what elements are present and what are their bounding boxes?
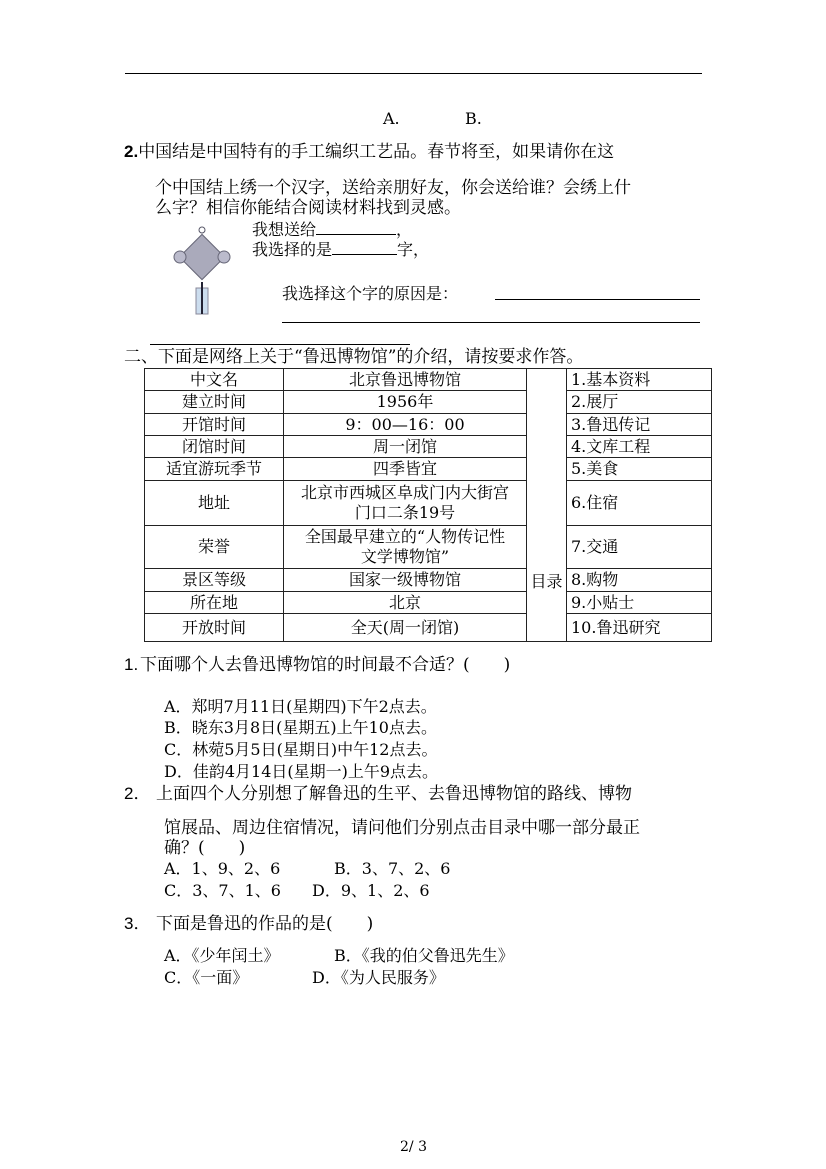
q1-number: 1. [124, 655, 139, 674]
toc-item[interactable]: 7.交通 [567, 526, 712, 569]
reason-label: 我选择这个字的原因是： [282, 284, 459, 303]
field-name: 开馆时间 [145, 414, 284, 436]
toc-item[interactable]: 9.小贴士 [567, 592, 712, 614]
char-suffix: 字， [397, 240, 430, 259]
toc-item[interactable]: 6.住宿 [567, 481, 712, 526]
table-row [145, 614, 712, 642]
field-name: 建立时间 [145, 391, 284, 414]
choose-label: 我选择的是 [252, 240, 333, 259]
q3-option: B．《我的伯父鲁迅先生》 [334, 946, 514, 965]
toc-label: 目录 [527, 369, 567, 642]
q2b-option: B．3、7、2、6 [334, 859, 451, 878]
field-name: 中文名 [145, 369, 284, 391]
museum-info-table [144, 368, 712, 642]
field-name: 开放时间 [145, 614, 284, 642]
field-value: 1956年 [284, 391, 527, 414]
field-value: 四季皆宜 [284, 458, 527, 481]
q2b-text-3: 确？( ) [164, 838, 246, 858]
field-value: 北京 [284, 592, 527, 614]
q2b-option: D．9、1、2、6 [312, 881, 430, 900]
toc-item[interactable]: 1.基本资料 [567, 369, 712, 391]
field-name: 地址 [145, 481, 284, 526]
q1-option: C．林菀5月5日(星期日)中午12点去。 [164, 740, 438, 759]
field-value: 9：00—16：00 [284, 414, 527, 436]
header-rule [125, 73, 702, 74]
reason-blank-3[interactable] [150, 344, 410, 345]
field-name: 闭馆时间 [145, 436, 284, 458]
table-row [145, 458, 712, 481]
q2b-text: 上面四个人分别想了解鲁迅的生平、去鲁迅博物馆的路线、博物 [156, 784, 632, 804]
field-value: 周一闭馆 [284, 436, 527, 458]
toc-item[interactable]: 3.鲁迅传记 [567, 414, 712, 436]
option-a: A. [383, 109, 400, 128]
q3-option: D．《为人民服务》 [312, 968, 445, 987]
field-name: 景区等级 [145, 569, 284, 592]
table-row [145, 592, 712, 614]
field-name: 适宜游玩季节 [145, 458, 284, 481]
q3-option: C．《一面》 [164, 968, 249, 987]
table-row [145, 414, 712, 436]
choose-line [252, 240, 429, 260]
option-b: B. [465, 109, 482, 128]
q2b-option: A．1、9、2、6 [164, 859, 281, 878]
q2-number: 2. [124, 142, 139, 161]
q2-text: 中国结是中国特有的手工编织工艺品。春节将至，如果请你在这 [138, 142, 615, 162]
toc-item[interactable]: 4.文库工程 [567, 436, 712, 458]
field-name: 所在地 [145, 592, 284, 614]
section2-title: 二、下面是网络上关于“鲁迅博物馆”的介绍，请按要求作答。 [124, 347, 584, 367]
page-number: 2/ 3 [400, 1139, 427, 1155]
table-row [145, 391, 712, 414]
q1-option: D．佳韵4月14日(星期一)上午9点去。 [164, 762, 439, 781]
toc-item[interactable]: 2.展厅 [567, 391, 712, 414]
q1-option: A．郑明7月11日(星期四)下午2点去。 [164, 697, 437, 716]
char-blank[interactable] [332, 240, 397, 255]
table-row [145, 481, 712, 526]
toc-item[interactable]: 5.美食 [567, 458, 712, 481]
field-value: 北京鲁迅博物馆 [284, 369, 527, 391]
table-row [145, 569, 712, 592]
field-value: 北京市西城区阜成门内大街宫门口二条19号 [284, 481, 527, 526]
q1-text: 下面哪个人去鲁迅博物馆的时间最不合适？( ) [140, 655, 511, 675]
reason-blank-2[interactable] [282, 322, 700, 323]
table-row [145, 436, 712, 458]
q1-option: B．晓东3月8日(星期五)上午10点去。 [164, 718, 437, 737]
q2-line2: 个中国结上绣一个汉字，送给亲朋好友，你会送给谁？会绣上什 [155, 178, 631, 198]
toc-item[interactable]: 10.鲁迅研究 [567, 614, 712, 642]
send-to-blank[interactable] [316, 220, 396, 235]
q3-option: A．《少年闰土》 [164, 946, 280, 965]
q2b-option: C．3、7、1、6 [164, 881, 281, 900]
toc-item[interactable]: 8.购物 [567, 569, 712, 592]
chinese-knot-image [166, 224, 238, 316]
table-row [145, 526, 712, 569]
reason-blank-1[interactable] [495, 299, 700, 300]
field-value: 全国最早建立的“人物传记性文学博物馆” [284, 526, 527, 569]
q2-line1 [124, 142, 614, 162]
send-to-label: 我想送给 [252, 220, 317, 239]
q2b-text-2: 馆展品、周边住宿情况，请问他们分别点击目录中哪一部分最正 [164, 818, 640, 838]
table-row [145, 369, 712, 391]
send-to-line [252, 220, 412, 240]
q2b-number: 2． [124, 784, 151, 803]
comma: ， [396, 220, 413, 239]
field-value: 国家一级博物馆 [284, 569, 527, 592]
q3-text: 下面是鲁迅的作品的是( ) [156, 914, 374, 934]
q3-number: 3． [124, 914, 151, 933]
q2-line3: 么字？相信你能结合阅读材料找到灵感。 [155, 198, 461, 218]
field-value: 全天(周一闭馆) [284, 614, 527, 642]
field-name: 荣誉 [145, 526, 284, 569]
